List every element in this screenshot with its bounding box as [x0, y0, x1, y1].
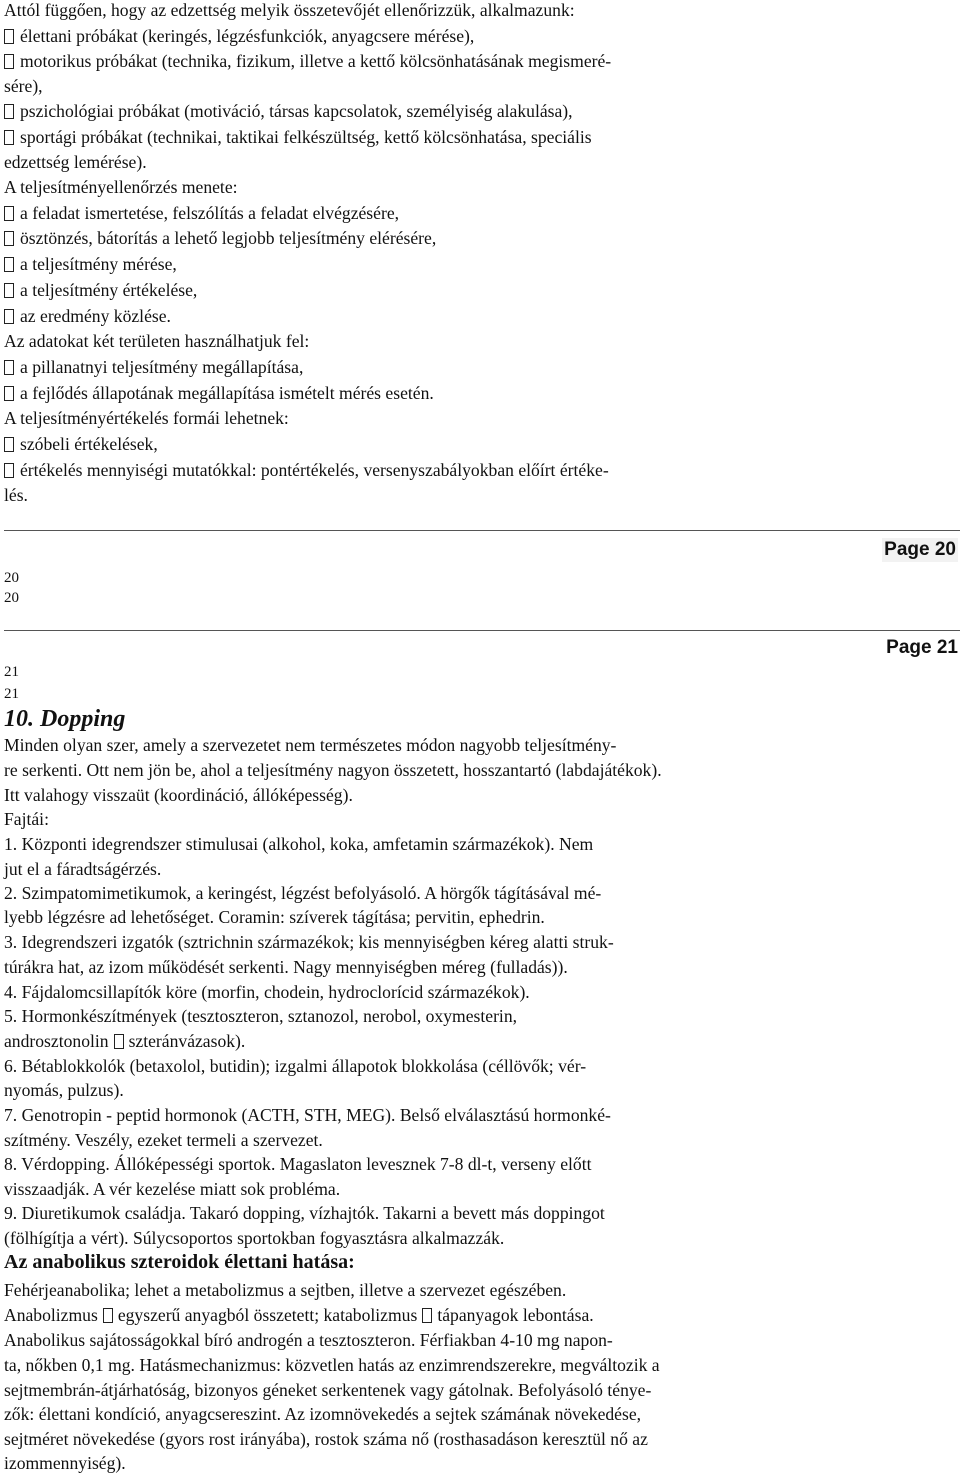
text-line: (fölhígítja a vért). Súlycsoportos sportokban fogyasztásra alkalmazzák. [4, 1228, 505, 1248]
text-line: 1. Központi idegrendszer stimulusai (alkohol, koka, amfetamin származékok). Nem [4, 834, 594, 854]
bullet-box-icon [4, 104, 14, 119]
list-item: pszichológiai próbákat (motiváció, társas kapcsolatok, személyiség alakulása), [4, 99, 573, 124]
arrow-box-icon [422, 1308, 432, 1323]
text-line: sére), [4, 76, 43, 96]
text-line: 8. Vérdopping. Állóképességi sportok. Magaslaton levesznek 7-8 dl-t, verseny előtt [4, 1154, 592, 1174]
page-number: 20 [4, 590, 19, 606]
page-label-20: Page 20 [884, 539, 956, 560]
bullet-box-icon [4, 29, 14, 44]
text-line: szítmény. Veszély, ezeket termeli a szervezet. [4, 1130, 323, 1150]
text-line: 7. Genotropin - peptid hormonok (ACTH, STH, MEG). Belső elválasztású hormonké- [4, 1105, 611, 1125]
text-line: Attól függően, hogy az edzettség melyik összetevőjét ellenőrizzük, alkalmazunk: [4, 0, 575, 20]
text-line: izommennyiség). [4, 1453, 126, 1473]
text-line: Fajtái: [4, 809, 49, 829]
page-label-21: Page 21 [886, 637, 958, 658]
bullet-box-icon [4, 231, 14, 246]
arrow-box-icon [114, 1034, 124, 1049]
text-line: zők: élettani kondíció, anyagcsereszint. Az izomnövekedés a sejtek számának növekedése, [4, 1404, 642, 1424]
list-item: az eredmény közlése. [4, 304, 171, 329]
list-item: a pillanatnyi teljesítmény megállapítása, [4, 355, 303, 380]
list-item: a feladat ismertetése, felszólítás a feladat elvégzésére, [4, 201, 399, 226]
text-line: Fehérjeanabolika; lehet a metabolizmus a sejtben, illetve a szervezet egészében. [4, 1280, 567, 1300]
bullet-box-icon [4, 360, 14, 375]
page-number: 20 [4, 570, 19, 586]
text-line: sejtméret növekedése (gyors rost irányába), rostok száma nő (rosthasadáson keresztül nő az [4, 1429, 648, 1449]
text-line: 2. Szimpatomimetikumok, a keringést, légzést befolyásoló. A hörgők tágításával mé- [4, 883, 602, 903]
text-line: 9. Diuretikumok családja. Takaró dopping, vízhajtók. Takarni a bevett más doppingot [4, 1203, 605, 1223]
text-line: 5. Hormonkészítmények (tesztoszteron, sztanozol, nerobol, oxymesterin, [4, 1006, 518, 1026]
section-subtitle: Az anabolikus szteroidok élettani hatása: [4, 1251, 355, 1273]
list-item: a fejlődés állapotának megállapítása ismételt mérés esetén. [4, 381, 434, 406]
text-line: androsztonolin szteránvázasok). [4, 1031, 246, 1051]
text-line: lés. [4, 485, 28, 505]
list-item: a teljesítmény értékelése, [4, 278, 197, 303]
text-line: túrákra hat, az izom működését serkenti. Nagy mennyiségben méreg (fulladás)). [4, 957, 568, 977]
section-title: 10. Dopping [4, 706, 126, 732]
page-number: 21 [4, 686, 19, 702]
text-line: sejtmembrán-átjárhatóság, bizonyos géneket serkentenek vagy gátolnak. Befolyásoló tényе- [4, 1380, 652, 1400]
bullet-box-icon [4, 309, 14, 324]
list-item: értékelés mennyiségi mutatókkal: pontértékelés, versenyszabályokban előírt értéke- [4, 458, 609, 483]
bullet-box-icon [4, 130, 14, 145]
text-line: Itt valahogy visszaüt (koordináció, állóképesség). [4, 785, 353, 805]
bullet-box-icon [4, 463, 14, 478]
list-item: motorikus próbákat (technika, fizikum, illetve a kettő kölcsönhatásának megismeré- [4, 49, 611, 74]
text-line: jut el a fáradtságérzés. [4, 859, 162, 879]
list-item: a teljesítmény mérése, [4, 252, 177, 277]
list-item: szóbeli értékelések, [4, 432, 158, 457]
bullet-box-icon [4, 437, 14, 452]
text-line: re serkenti. Ott nem jön be, ahol a teljesítmény nagyon összetett, hosszantartó (labdajátékok). [4, 760, 662, 780]
text-line: Anabolizmus egyszerű anyagból összetett; katabolizmus tápanyagok lebontása. [4, 1305, 594, 1325]
text-line: A teljesítményértékelés formái lehetnek: [4, 408, 289, 428]
page-divider [4, 630, 960, 631]
text-line: lyebb légzésre ad lehetőséget. Coramin: szíverek tágítása; pervitin, ephedrin. [4, 907, 545, 927]
page-divider [4, 530, 960, 531]
list-item: élettani próbákat (keringés, légzésfunkciók, anyagcsere mérése), [4, 24, 474, 49]
page-number: 21 [4, 664, 19, 680]
text-line: A teljesítményellenőrzés menete: [4, 177, 238, 197]
text-line: Minden olyan szer, amely a szervezetet nem természetes módon nagyobb teljesítmény- [4, 735, 617, 755]
list-item: sportági próbákat (technikai, taktikai felkészültség, kettő kölcsönhatása, speciális [4, 125, 592, 150]
text-line: Az adatokat két területen használhatjuk fel: [4, 331, 310, 351]
text-line: 6. Bétablokkolók (betaxolol, butidin); izgalmi állapotok blokkolása (céllövők; vér- [4, 1056, 587, 1076]
text-line: visszaadják. A vér kezelése miatt sok probléma. [4, 1179, 341, 1199]
text-line: 4. Fájdalomcsillapítók köre (morfin, chodein, hydroclorícid származékok). [4, 982, 530, 1002]
bullet-box-icon [4, 54, 14, 69]
arrow-box-icon [103, 1308, 113, 1323]
text-line: nyomás, pulzus). [4, 1080, 124, 1100]
text-line: ta, nőkben 0,1 mg. Hatásmechanizmus: közvetlen hatás az enzimrendszerekre, megváltozik a [4, 1355, 660, 1375]
text-line: Anabolikus sajátosságokkal bíró androgén a tesztoszteron. Férfiakban 4-10 mg napon- [4, 1330, 613, 1350]
bullet-box-icon [4, 283, 14, 298]
bullet-box-icon [4, 206, 14, 221]
text-line: 3. Idegrendszeri izgatók (sztrichnin származékok; kis mennyiségben kéreg alatti struk- [4, 932, 614, 952]
bullet-box-icon [4, 386, 14, 401]
text-line: edzettség lemérése). [4, 152, 147, 172]
list-item: ösztönzés, bátorítás a lehető legjobb teljesítmény elérésére, [4, 226, 436, 251]
bullet-box-icon [4, 257, 14, 272]
